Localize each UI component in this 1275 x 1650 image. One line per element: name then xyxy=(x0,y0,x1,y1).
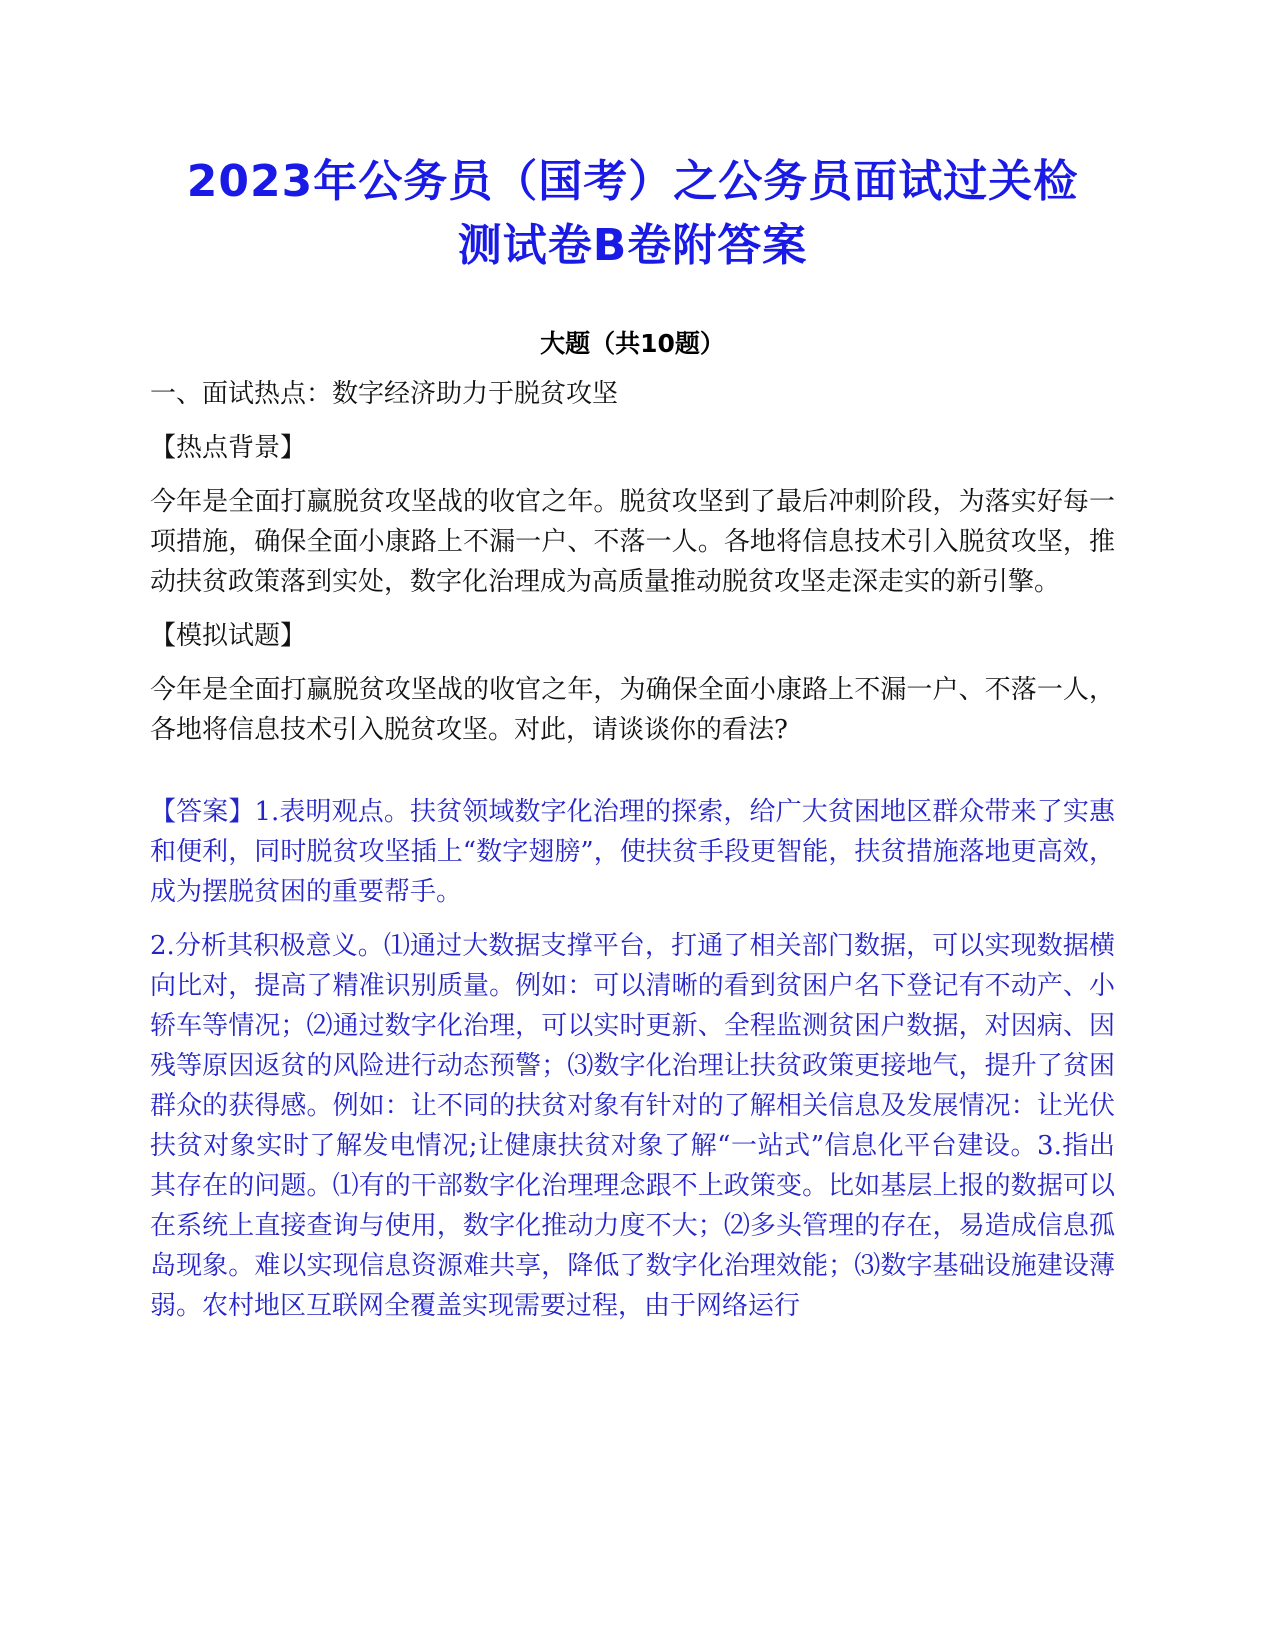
mock-question-text: 今年是全面打赢脱贫攻坚战的收官之年，为确保全面小康路上不漏一户、不落一人，各地将信息技术引入脱贫攻坚。对此，请谈谈你的看法? xyxy=(150,675,1115,745)
document-page xyxy=(150,150,1115,1340)
section-heading: 大题（共10题） xyxy=(540,329,725,358)
background-label: 【热点背景】 xyxy=(150,433,307,463)
question-title: 一、面试热点：数字经济助力于脱贫攻坚 xyxy=(150,379,619,409)
title-line-2: 测试卷B卷附答案 xyxy=(457,220,808,271)
background-text: 今年是全面打赢脱贫攻坚战的收官之年。脱贫攻坚到了最后冲刺阶段，为落实好每一项措施，确保全面小康路上不漏一户、不落一人。各地将信息技术引入脱贫攻坚，推动扶贫政策落到实处，数字化治理成为高质量推动脱贫攻坚走深走实的新引擎。 xyxy=(150,487,1115,597)
spacer xyxy=(150,764,1115,792)
answer-paragraph-2: 2.分析其积极意义。⑴通过大数据支撑平台，打通了相关部门数据，可以实现数据横向比对，提高了精准识别质量。例如：可以清晰的看到贫困户名下登记有不动产、小轿车等情况；⑵通过数字化治理，可以实时更新、全程监测贫困户数据，对因病、因残等原因返贫的风险进行动态预警；⑶数字化治理让扶贫政策更接地气，提升了贫困群众的获得感。例如：让不同的扶贫对象有针对的了解相关信息及发展情况：让光伏扶贫对象实时了解发电情况;让健康扶贫对象了解“一站式”信息化平台建设。3.指出其存在的问题。⑴有的干部数字化治理理念跟不上政策变。比如基层上报的数据可以在系统上直接查询与使用，数字化推动力度不大；⑵多头管理的存在，易造成信息孤岛现象。难以实现信息资源难共享，降低了数字化治理效能；⑶数字基础设施建设薄弱。农村地区互联网全覆盖实现需要过程，由于网络运行 xyxy=(150,931,1115,1321)
mock-question-label: 【模拟试题】 xyxy=(150,621,307,651)
title-line-1: 2023年公务员（国考）之公务员面试过关检 xyxy=(186,156,1079,207)
document-title xyxy=(150,150,1115,278)
answer-paragraph-1: 【答案】1.表明观点。扶贫领域数字化治理的探索，给广大贫困地区群众带来了实惠和便利，同时脱贫攻坚插上“数字翅膀”，使扶贫手段更智能，扶贫措施落地更高效，成为摆脱贫困的重要帮手。 xyxy=(150,797,1115,907)
